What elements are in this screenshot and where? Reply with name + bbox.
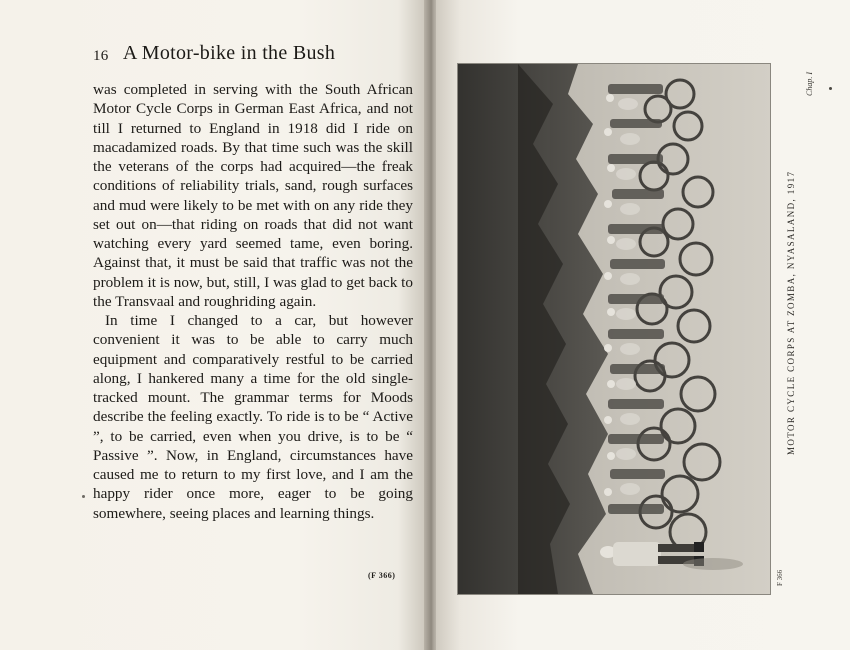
page-number: 16: [93, 48, 109, 64]
printer-signature: (F 366): [368, 571, 396, 580]
paragraph-2: In time I changed to a car, but however convenient it was to be able to carry much equipment and comparatively restful to be carried along, I hankered many a time for the old single-tracked mount. The grammar terms for Moods describe the feeling exactly. To ride is to be “ Active ”, to be carried, even when you drive, is to be “ Passive ”. Now, in England, circumstances have caused me to return to my first love, and I am the happy rider once more, eager to be going somewhere, seeing places and learning things.: [93, 312, 413, 522]
body-text: [93, 80, 413, 523]
chapter-marker: Chap. I: [805, 72, 814, 96]
plate-caption: MOTOR CYCLE CORPS AT ZOMBA, NYASALAND, 1917: [786, 170, 796, 455]
plate-signature: F 366: [776, 569, 784, 586]
book-title-running-head: A Motor-bike in the Bush: [122, 42, 336, 64]
running-head: [93, 42, 413, 65]
paragraph-1: was completed in serving with the South African Motor Cycle Corps in German East Africa, and not till I returned to England in 1918 did I ride on macadamized roads. By that time such was the skill the veterans of the corps had acquired—the freak conditions of reliability trials, sand, rough surfaces and mud were likely to be met with on any ride they set out on—that riding on roads that did not want watching every yard seemed tame, even boring. Against that, it must be said that traffic was not the problem it is now, but, still, I was glad to get back to the Transvaal and roughriding again.: [93, 81, 413, 310]
motorcycle-corps-photo: [458, 64, 770, 594]
page-speck: [829, 87, 832, 90]
margin-dot: [82, 495, 85, 498]
photo-plate: [458, 64, 770, 594]
